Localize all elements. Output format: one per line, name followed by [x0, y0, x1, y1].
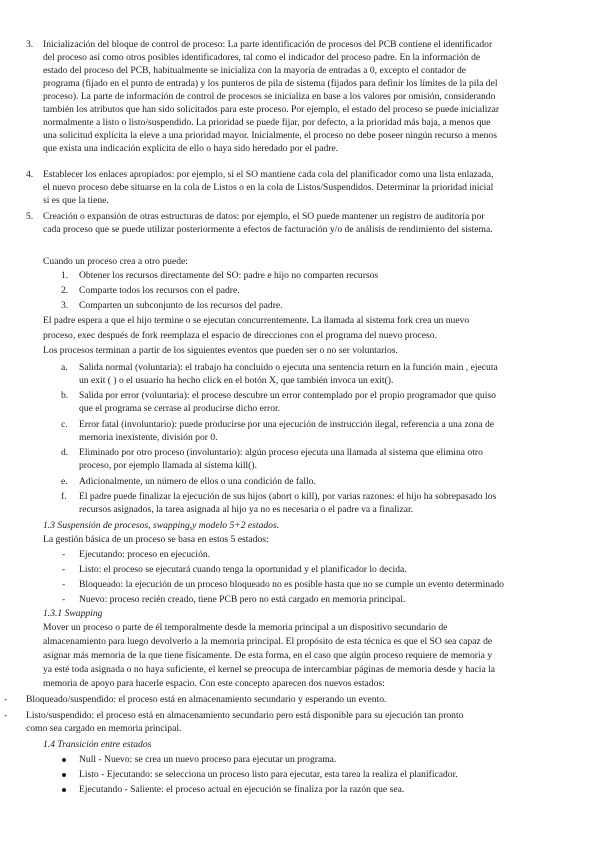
list-marker: -: [4, 710, 8, 721]
list-marker: b.: [61, 390, 69, 401]
text-line: asignar más memoria de la que tiene físicamente. De esta forma, en el caso que algún proceso requiere de memoria y: [43, 650, 493, 661]
text-line: proceso). La parte de información de control de procesos se inicializa en base a los valores por omisión, considerando: [43, 91, 496, 102]
text-line: programa (fijado en el punto de entrada) y los punteros de pila de sistema (fijados para definir los límites de la pila del: [43, 78, 498, 89]
text-line: Inicialización del bloque de control de proceso: La parte identificación de procesos del PCB contiene el identificador: [43, 39, 493, 50]
bullet-icon: [62, 758, 66, 762]
text-line: memoria de apoyo para hacerle espacio. Con este concepto aparecen dos nuevos estados:: [43, 678, 385, 689]
text-line: también los atributos que han sido solicitados para este proceso. Por ejemplo, el estado del proceso se puede inicializar: [43, 104, 500, 115]
list-marker: -: [62, 594, 66, 605]
text-line: si es que la tiene.: [43, 195, 109, 206]
list-marker: c.: [61, 419, 68, 430]
list-item: Obtener los recursos directamente del SO: padre e hijo no comparten recursos: [79, 270, 379, 281]
text-line: proceso, por ejemplo llamada al sistema kill().: [79, 460, 257, 471]
list-item: Bloqueado/suspendido: el proceso está en almacenamiento secundario y esperando un evento.: [26, 694, 387, 705]
list-item: Nuevo: proceso recién creado, tiene PCB pero no está cargado en memoria principal.: [79, 594, 406, 605]
text-line: Creación o expansión de otras estructuras de datos: por ejemplo, el SO puede mantener un registro de auditoría por: [43, 211, 485, 222]
list-marker: -: [4, 694, 8, 705]
text-line: normalmente a listo o listo/suspendido. La prioridad se puede fijar, por defecto, a la prioridad más baja, a menos que: [43, 117, 491, 128]
text-line: que el programa se cerrase al producirse dicho error.: [79, 403, 281, 414]
list-marker: 2.: [61, 285, 69, 296]
text-line: Los procesos terminan a partir de los siguientes eventos que pueden ser o no ser voluntarios.: [43, 345, 398, 356]
section-heading: 1.4 Transición entre estados: [43, 739, 152, 750]
text-line: memoria inexistente, división por 0.: [79, 432, 218, 443]
list-item: Bloqueado: la ejecución de un proceso bloqueado no es posible hasta que no se cumple un evento determinado: [79, 579, 504, 590]
text-line: Mover un proceso o parte de él temporalmente desde la memoria principal a un dispositivo secundario de: [43, 622, 448, 633]
text-line: almacenamiento para luego devolverlo a la memoria principal. El propósito de esta técnica es que el SO sea capaz de: [43, 636, 493, 647]
bullet-icon: [62, 788, 66, 792]
section-heading: 1.3 Suspensión de procesos, swapping,y modelo 5+2 estados.: [43, 520, 280, 531]
text-line: Salida por error (voluntaria): el proceso descubre un error contemplado por el propio programador que quiso: [79, 390, 496, 401]
list-marker: 3.: [26, 39, 34, 50]
list-item: Listo - Ejecutando: se selecciona un proceso listo para ejecutar, esta tarea la realiza el planificador.: [79, 769, 458, 780]
list-marker: -: [62, 564, 66, 575]
list-item: Null - Nuevo: se crea un nuevo proceso para ejecutar un programa.: [79, 754, 337, 765]
list-marker: -: [62, 579, 66, 590]
list-item: Ejecutando - Saliente: el proceso actual en ejecución se finaliza por la razón que sea.: [79, 784, 405, 795]
list-marker: d.: [61, 447, 69, 458]
list-marker: e.: [61, 476, 68, 487]
text-line: el nuevo proceso debe situarse en la cola de Listos o en la cola de Listos/Suspendidos. Determinar la prioridad inicial: [43, 182, 494, 193]
paragraph-intro: La gestión básica de un proceso se basa en estos 5 estados:: [43, 534, 269, 545]
bullet-icon: [62, 773, 66, 777]
list-item: Listo: el proceso se ejecutará cuando tenga la oportunidad y el planificador lo decida.: [79, 564, 407, 575]
list-item: Listo/suspendido: el proceso está en almacenamiento secundario pero está disponible para su ejecución tan pronto: [26, 710, 464, 721]
text-line: Eliminado por otro proceso (involuntario): algún proceso ejecuta una llamada al sistema que elimina otro: [79, 447, 483, 458]
list-marker: f.: [61, 491, 67, 502]
text-line: proceso, exec después de fork reemplaza el espacio de direcciones con el programa del nuevo proceso.: [43, 330, 437, 341]
list-item: Ejecutando: proceso en ejecución.: [79, 549, 211, 560]
list-marker: a.: [61, 362, 68, 373]
text-line: recursos asignados, la tarea asignada al hijo ya no es necesaria o el padre va a finalizar.: [79, 504, 414, 515]
list-marker: 3.: [61, 300, 69, 311]
text-line: Establecer los enlaces apropiados: por ejemplo, si el SO mantiene cada cola del planificador como una lista enlazada,: [43, 169, 494, 180]
text-line: una solicitud explícita la eleve a una prioridad mayor. Inicialmente, el proceso no debe poseer ningún recurso a menos: [43, 130, 497, 141]
text-line: que exista una indicación explícita de ello o haya sido heredado por el padre.: [43, 143, 339, 154]
text-line: Salida normal (voluntaria): el trabajo ha concluido o ejecuta una sentencia return en la función main , ejecuta: [79, 362, 498, 373]
list-marker: 4.: [26, 169, 34, 180]
text-line: El padre puede finalizar la ejecución de sus hijos (abort o kill), por varias razones: el hijo ha sobrepasado los: [79, 491, 497, 502]
section-heading: 1.3.1 Swapping: [43, 608, 103, 619]
list-item: Comparte todos los recursos con el padre.: [79, 285, 240, 296]
list-item: Comparten un subconjunto de los recursos del padre.: [79, 300, 283, 311]
text-line: un exit ( ) o el usuario ha hecho click en el botón X, que también invoca un exit().: [79, 375, 394, 386]
text-line: ya esté toda asignada o no haya suficiente, el kernel se preocupa de intercambiar páginas de memoria desde y hacia la: [43, 664, 496, 675]
text-line: Adicionalmente, un número de ellos o una condición de fallo.: [79, 476, 316, 487]
text-line: estado del proceso del PCB, habitualmente se inicializa con la mayoría de entradas a 0, excepto el contador de: [43, 65, 467, 76]
text-line: Error fatal (involuntario): puede producirse por una ejecución de instrucción ilegal, referencia a una zona de: [79, 419, 495, 430]
list-marker: 5.: [26, 211, 34, 222]
text-line: El padre espera a que el hijo termine o se ejecutan concurrentemente. La llamada al sistema fork crea un nuevo: [43, 315, 470, 326]
list-item: como sea cargado en memoria principal.: [26, 723, 182, 734]
paragraph-intro: Cuando un proceso crea a otro puede:: [43, 256, 188, 267]
list-marker: -: [62, 549, 66, 560]
text-line: cada proceso que se puede utilizar posteriormente a efectos de facturación y/o de análisis de rendimiento del sistema.: [43, 224, 493, 235]
text-line: del proceso así como otros posibles identificadores, tal como el indicador del proceso padre. En la información de: [43, 52, 481, 63]
list-marker: 1.: [61, 270, 69, 281]
